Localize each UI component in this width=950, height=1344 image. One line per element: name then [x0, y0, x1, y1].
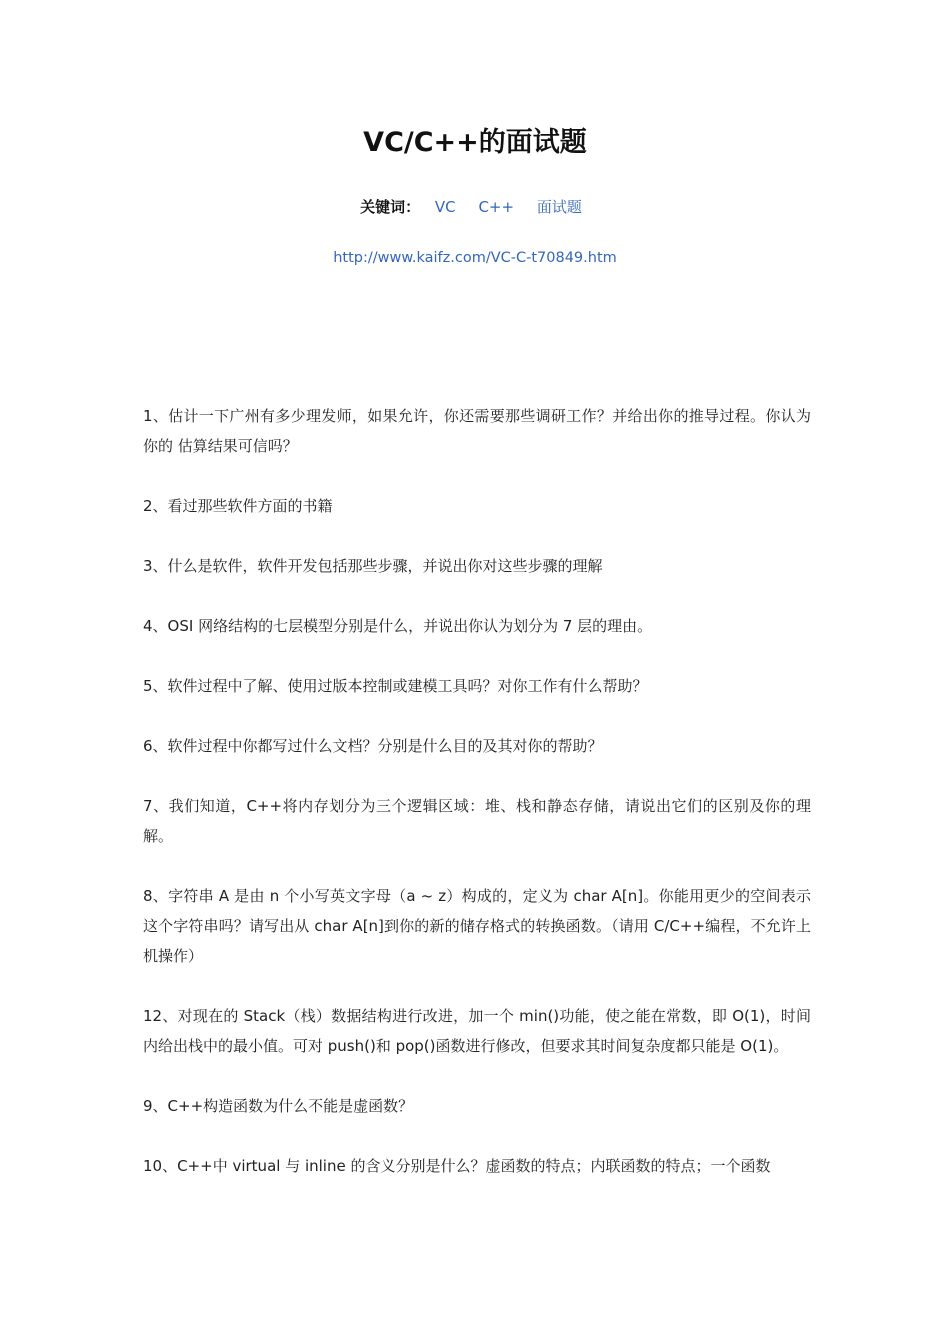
- question-list: [143, 401, 811, 1211]
- keyword-link-vc[interactable]: VC: [434, 198, 456, 216]
- question-item: 2、看过那些软件方面的书籍: [143, 497, 333, 515]
- question-item: 7、我们知道，C++将内存划分为三个逻辑区域：堆、栈和静态存储，请说出它们的区别及你的理解。: [143, 797, 811, 845]
- keywords-label: 关键词：: [360, 198, 421, 216]
- question-item: 1、估计一下广州有多少理发师，如果允许，你还需要那些调研工作？并给出你的推导过程。你认为你的 估算结果可信吗？: [143, 407, 811, 455]
- question-item: 10、C++中 virtual 与 inline 的含义分别是什么？虚函数的特点；内联函数的特点；一个函数: [143, 1157, 771, 1175]
- keyword-link-interview[interactable]: 面试题: [536, 198, 582, 216]
- question-item: 8、字符串 A 是由 n 个小写英文字母（a ~ z）构成的，定义为 char A[n]。你能用更少的空间表示这个字符串吗？请写出从 char A[n]到你的新的储存格式的转换函数。（请用 C/C++编程，不允许上机操作）: [143, 887, 811, 965]
- keywords-line: [0, 196, 950, 217]
- question-item: 9、C++构造函数为什么不能是虚函数？: [143, 1097, 414, 1115]
- source-url-link[interactable]: http://www.kaifz.com/VC-C-t70849.htm: [333, 250, 617, 266]
- question-item: 12、对现在的 Stack（栈）数据结构进行改进，加一个 min()功能，使之能在常数，即 O(1)，时间内给出栈中的最小值。可对 push()和 pop()函数进行修改，但要求其时间复杂度都只能是 O(1)。: [143, 1007, 811, 1055]
- question-item: 4、OSI 网络结构的七层模型分别是什么，并说出你认为划分为 7 层的理由。: [143, 617, 653, 635]
- page-title: VC/C++的面试题: [363, 127, 587, 158]
- question-item: 3、什么是软件，软件开发包括那些步骤，并说出你对这些步骤的理解: [143, 557, 603, 575]
- question-item: 6、软件过程中你都写过什么文档？分别是什么目的及其对你的帮助？: [143, 737, 603, 755]
- keyword-link-cpp[interactable]: C++: [478, 198, 515, 216]
- question-item: 5、软件过程中了解、使用过版本控制或建模工具吗？对你工作有什么帮助？: [143, 677, 648, 695]
